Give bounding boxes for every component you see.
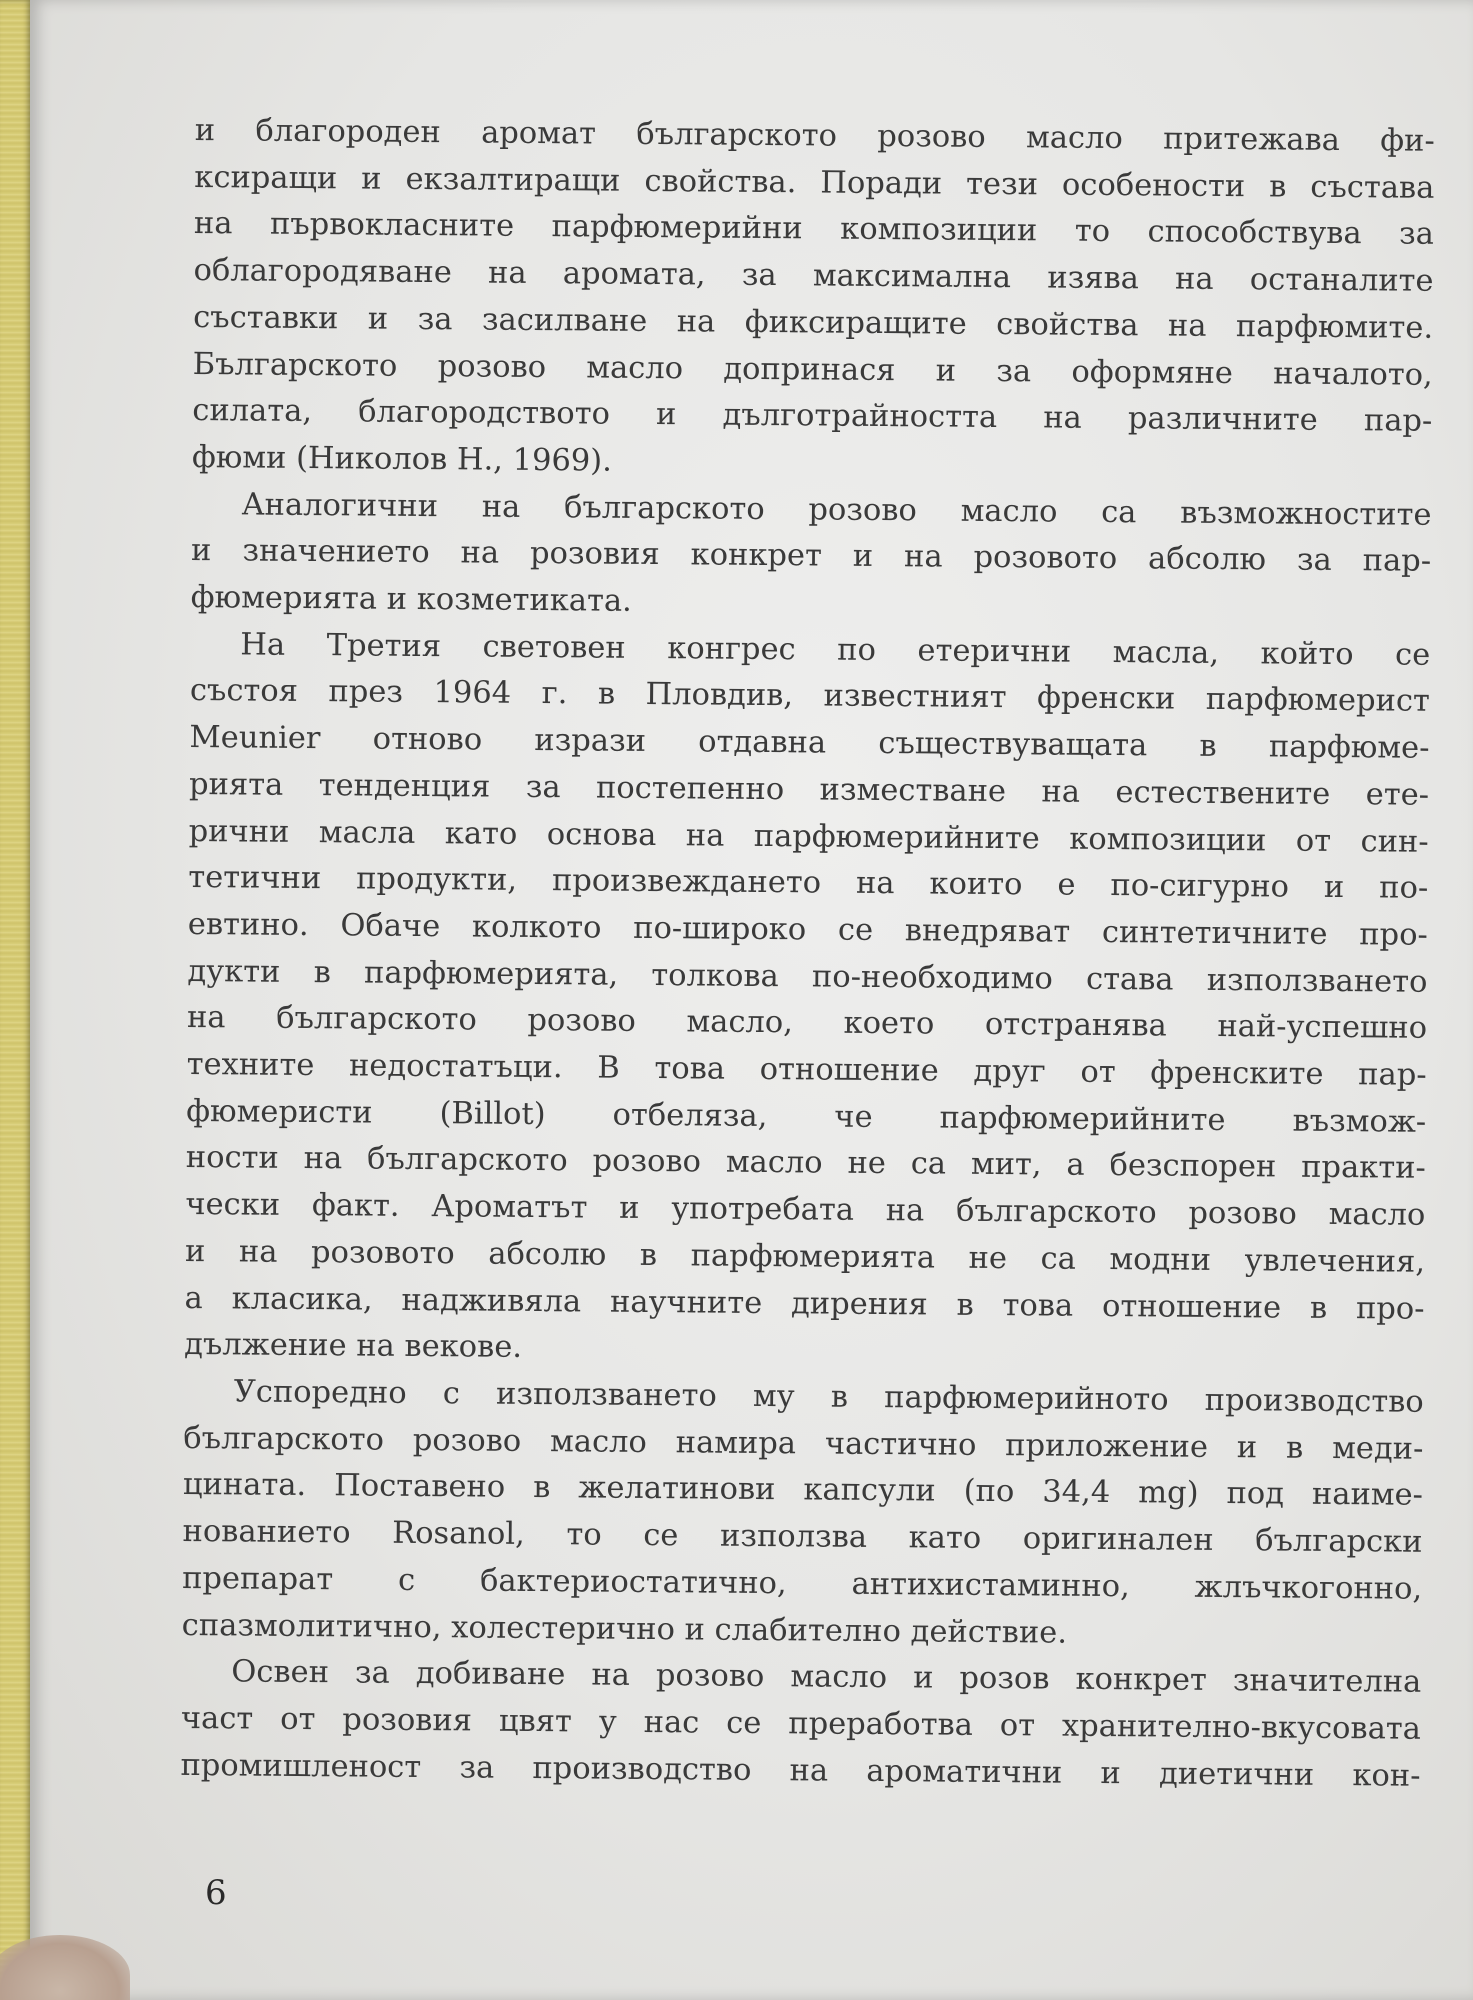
text-line: Аналогични на българското розово масло са възможностите [241, 487, 1432, 533]
text-line: ксиращи и екзалтиращи свойства. Поради тези особености в състава [194, 159, 1435, 206]
text-line: ности на българското розово масло не са мит, а безспорен практи- [185, 1140, 1426, 1187]
paragraph-2 [191, 482, 1432, 633]
text-line: и благороден аромат българското розово масло притежава фи- [194, 112, 1435, 159]
page-text [180, 108, 1435, 1800]
text-line: Освен за добиване на розово масло и розов конкрет значителна [231, 1654, 1422, 1700]
book-page [30, 0, 1473, 2000]
page-number: 6 [205, 1873, 227, 1913]
text-line: Българското розово масло допринася и за оформяне началото, [192, 346, 1433, 393]
text-line: българското розово масло намира частично приложение и в меди- [183, 1420, 1424, 1467]
text-line: и значението на розовия конкрет и на розовото абсолю за пар- [190, 533, 1432, 580]
text-line: съставки и за засилване на фиксиращите свойства на парфюмите. [193, 299, 1434, 346]
text-line: чески факт. Ароматът и употребата на българското розово масло [185, 1187, 1426, 1233]
text-line: на първокласните парфюмерийни композиции то способствува за [193, 206, 1435, 253]
text-line: спазмолитично, холестерично и слабително действие. [181, 1607, 1068, 1651]
text-line: фюми (Николов Н., 1969). [191, 439, 613, 479]
text-line: фюмерията и козметиката. [190, 580, 632, 619]
paragraph-5 [180, 1649, 1421, 1800]
text-line: Успоредно с използването му в парфюмерийното производство [233, 1374, 1424, 1420]
text-line: рията тенденция за постепенно изместване на естествените ете- [188, 766, 1430, 813]
text-line: фюмеристи (Billot) отбеляза, че парфюмерийните възмож- [186, 1093, 1427, 1140]
text-line: промишленост за производство на ароматични и диетични кон- [180, 1747, 1421, 1794]
text-line: тетични продукти, произвеждането на които е по-сигурно и по- [188, 860, 1429, 907]
text-line: дукти в парфюмерията, толкова по-необходимо става използването [187, 953, 1428, 1000]
paragraph-3 [184, 622, 1430, 1380]
text-line: На Третия световен конгрес по етерични масла, който се [240, 627, 1431, 673]
text-line: част от розовия цвят у нас се преработва от хранително-вкусовата [180, 1700, 1422, 1747]
text-line: евтино. Обаче колкото по-широко се внедряват синтетичните про- [187, 906, 1428, 953]
paragraph-1 [192, 108, 1435, 492]
text-line: силата, благородството и дълготрайността на различните пар- [192, 393, 1433, 440]
text-line: облагородяване на аромата, за максимална изява на останалите [193, 253, 1434, 299]
text-line: състоя през 1964 г. в Пловдив, известният френски парфюмерист [189, 673, 1431, 720]
text-line: техните недостатъци. В това отношение друг от френските пар- [186, 1047, 1427, 1093]
book-cover-edge [0, 0, 32, 2000]
text-line: и на розовото абсолю в парфюмерията не са модни увлечения, [184, 1233, 1426, 1280]
text-line: а класика, надживяла научните дирения в това отношение в про- [184, 1280, 1425, 1327]
text-line: дължение на векове. [184, 1327, 523, 1366]
text-line: рични масла като основа на парфюмерийните композиции от син- [188, 813, 1429, 860]
text-line: Meunier отново изрази отдавна съществуващата в парфюме- [189, 720, 1430, 766]
text-line: цината. Поставено в желатинови капсули (по 34,4 mg) под наиме- [182, 1467, 1424, 1514]
text-line: нованието Rosanol, то се използва като оригинален български [182, 1514, 1423, 1560]
text-line: препарат с бактериостатично, антихистаминно, жлъчкогонно, [182, 1560, 1423, 1607]
paragraph-4 [182, 1369, 1424, 1660]
text-line: на българското розово масло, което отстранява най-успешно [186, 1000, 1428, 1047]
